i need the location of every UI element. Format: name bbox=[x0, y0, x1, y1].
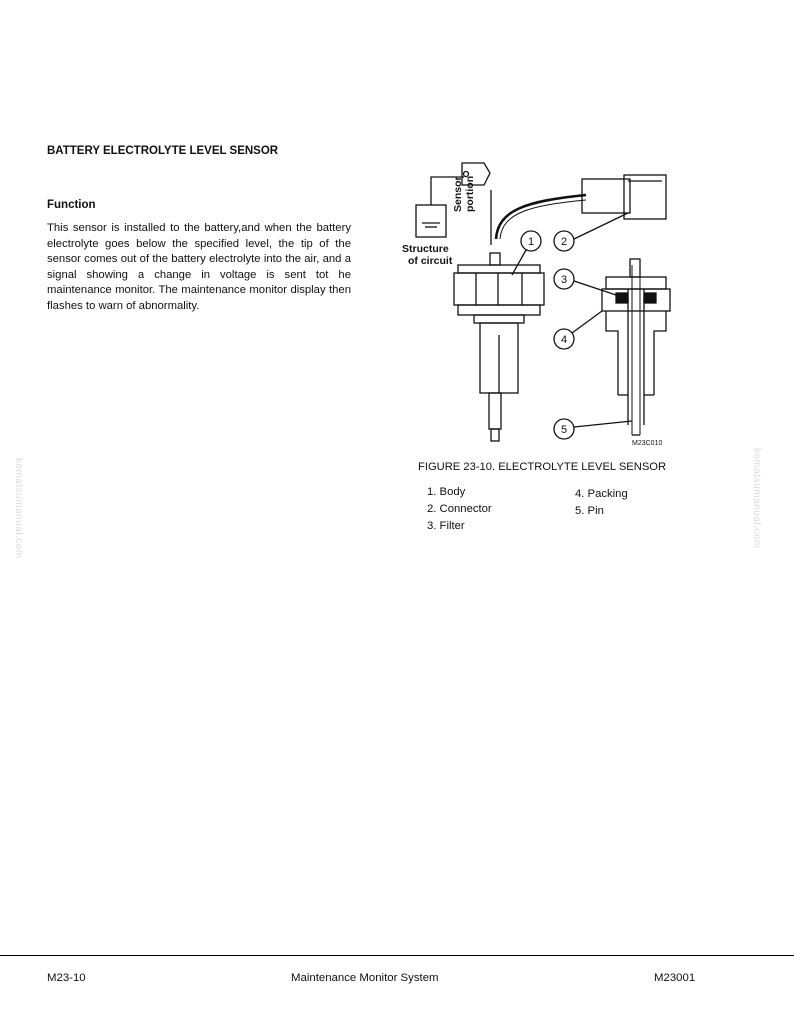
footer-section-title: Maintenance Monitor System bbox=[291, 972, 439, 984]
part-item: 4. Packing bbox=[575, 488, 628, 500]
sensor-label-1: Sensor bbox=[452, 176, 464, 212]
callout-5-text: 5 bbox=[560, 424, 568, 436]
callout-1-text: 1 bbox=[527, 236, 535, 248]
part-item: 1. Body bbox=[427, 486, 466, 498]
part-item: 5. Pin bbox=[575, 504, 604, 517]
footer-divider bbox=[0, 955, 794, 956]
sensor-label-2: portion bbox=[464, 175, 476, 212]
connector-body bbox=[582, 179, 630, 213]
footer-doc-code: M23001 bbox=[654, 972, 696, 984]
parts-list-right bbox=[575, 486, 628, 520]
footer-page-number: M23-10 bbox=[47, 972, 86, 984]
callout-3-text: 3 bbox=[560, 274, 568, 286]
drawing-code: M23C010 bbox=[632, 440, 663, 447]
structure-label-1: Structure bbox=[402, 243, 449, 255]
section-heading: Function bbox=[47, 199, 96, 211]
callout-4-text: 4 bbox=[560, 334, 568, 346]
battery-symbol bbox=[416, 205, 446, 237]
callout-2-text: 2 bbox=[560, 236, 568, 248]
part-item: 3. Filter bbox=[427, 519, 465, 532]
section-body: This sensor is installed to the battery,and when the battery electrolyte goes below the specified level, the tip of the sensor comes out of the battery electrolyte into the air, and a signal showing a change in voltage is sent tot he maintenance monitor. The maintenance monitor display then flashes to warn of abnormality. bbox=[47, 222, 351, 312]
watermark-right: komatsumanual.com bbox=[751, 448, 762, 549]
parts-list-left bbox=[427, 484, 492, 534]
figure-caption: FIGURE 23-10. ELECTROLYTE LEVEL SENSOR bbox=[418, 461, 667, 473]
structure-label-2: of circuit bbox=[408, 255, 453, 267]
part-item: 2. Connector bbox=[427, 502, 492, 515]
sensor-diagram bbox=[396, 155, 701, 455]
watermark-left: komatsumanual.com bbox=[13, 458, 24, 559]
page-title: BATTERY ELECTROLYTE LEVEL SENSOR bbox=[47, 145, 279, 157]
